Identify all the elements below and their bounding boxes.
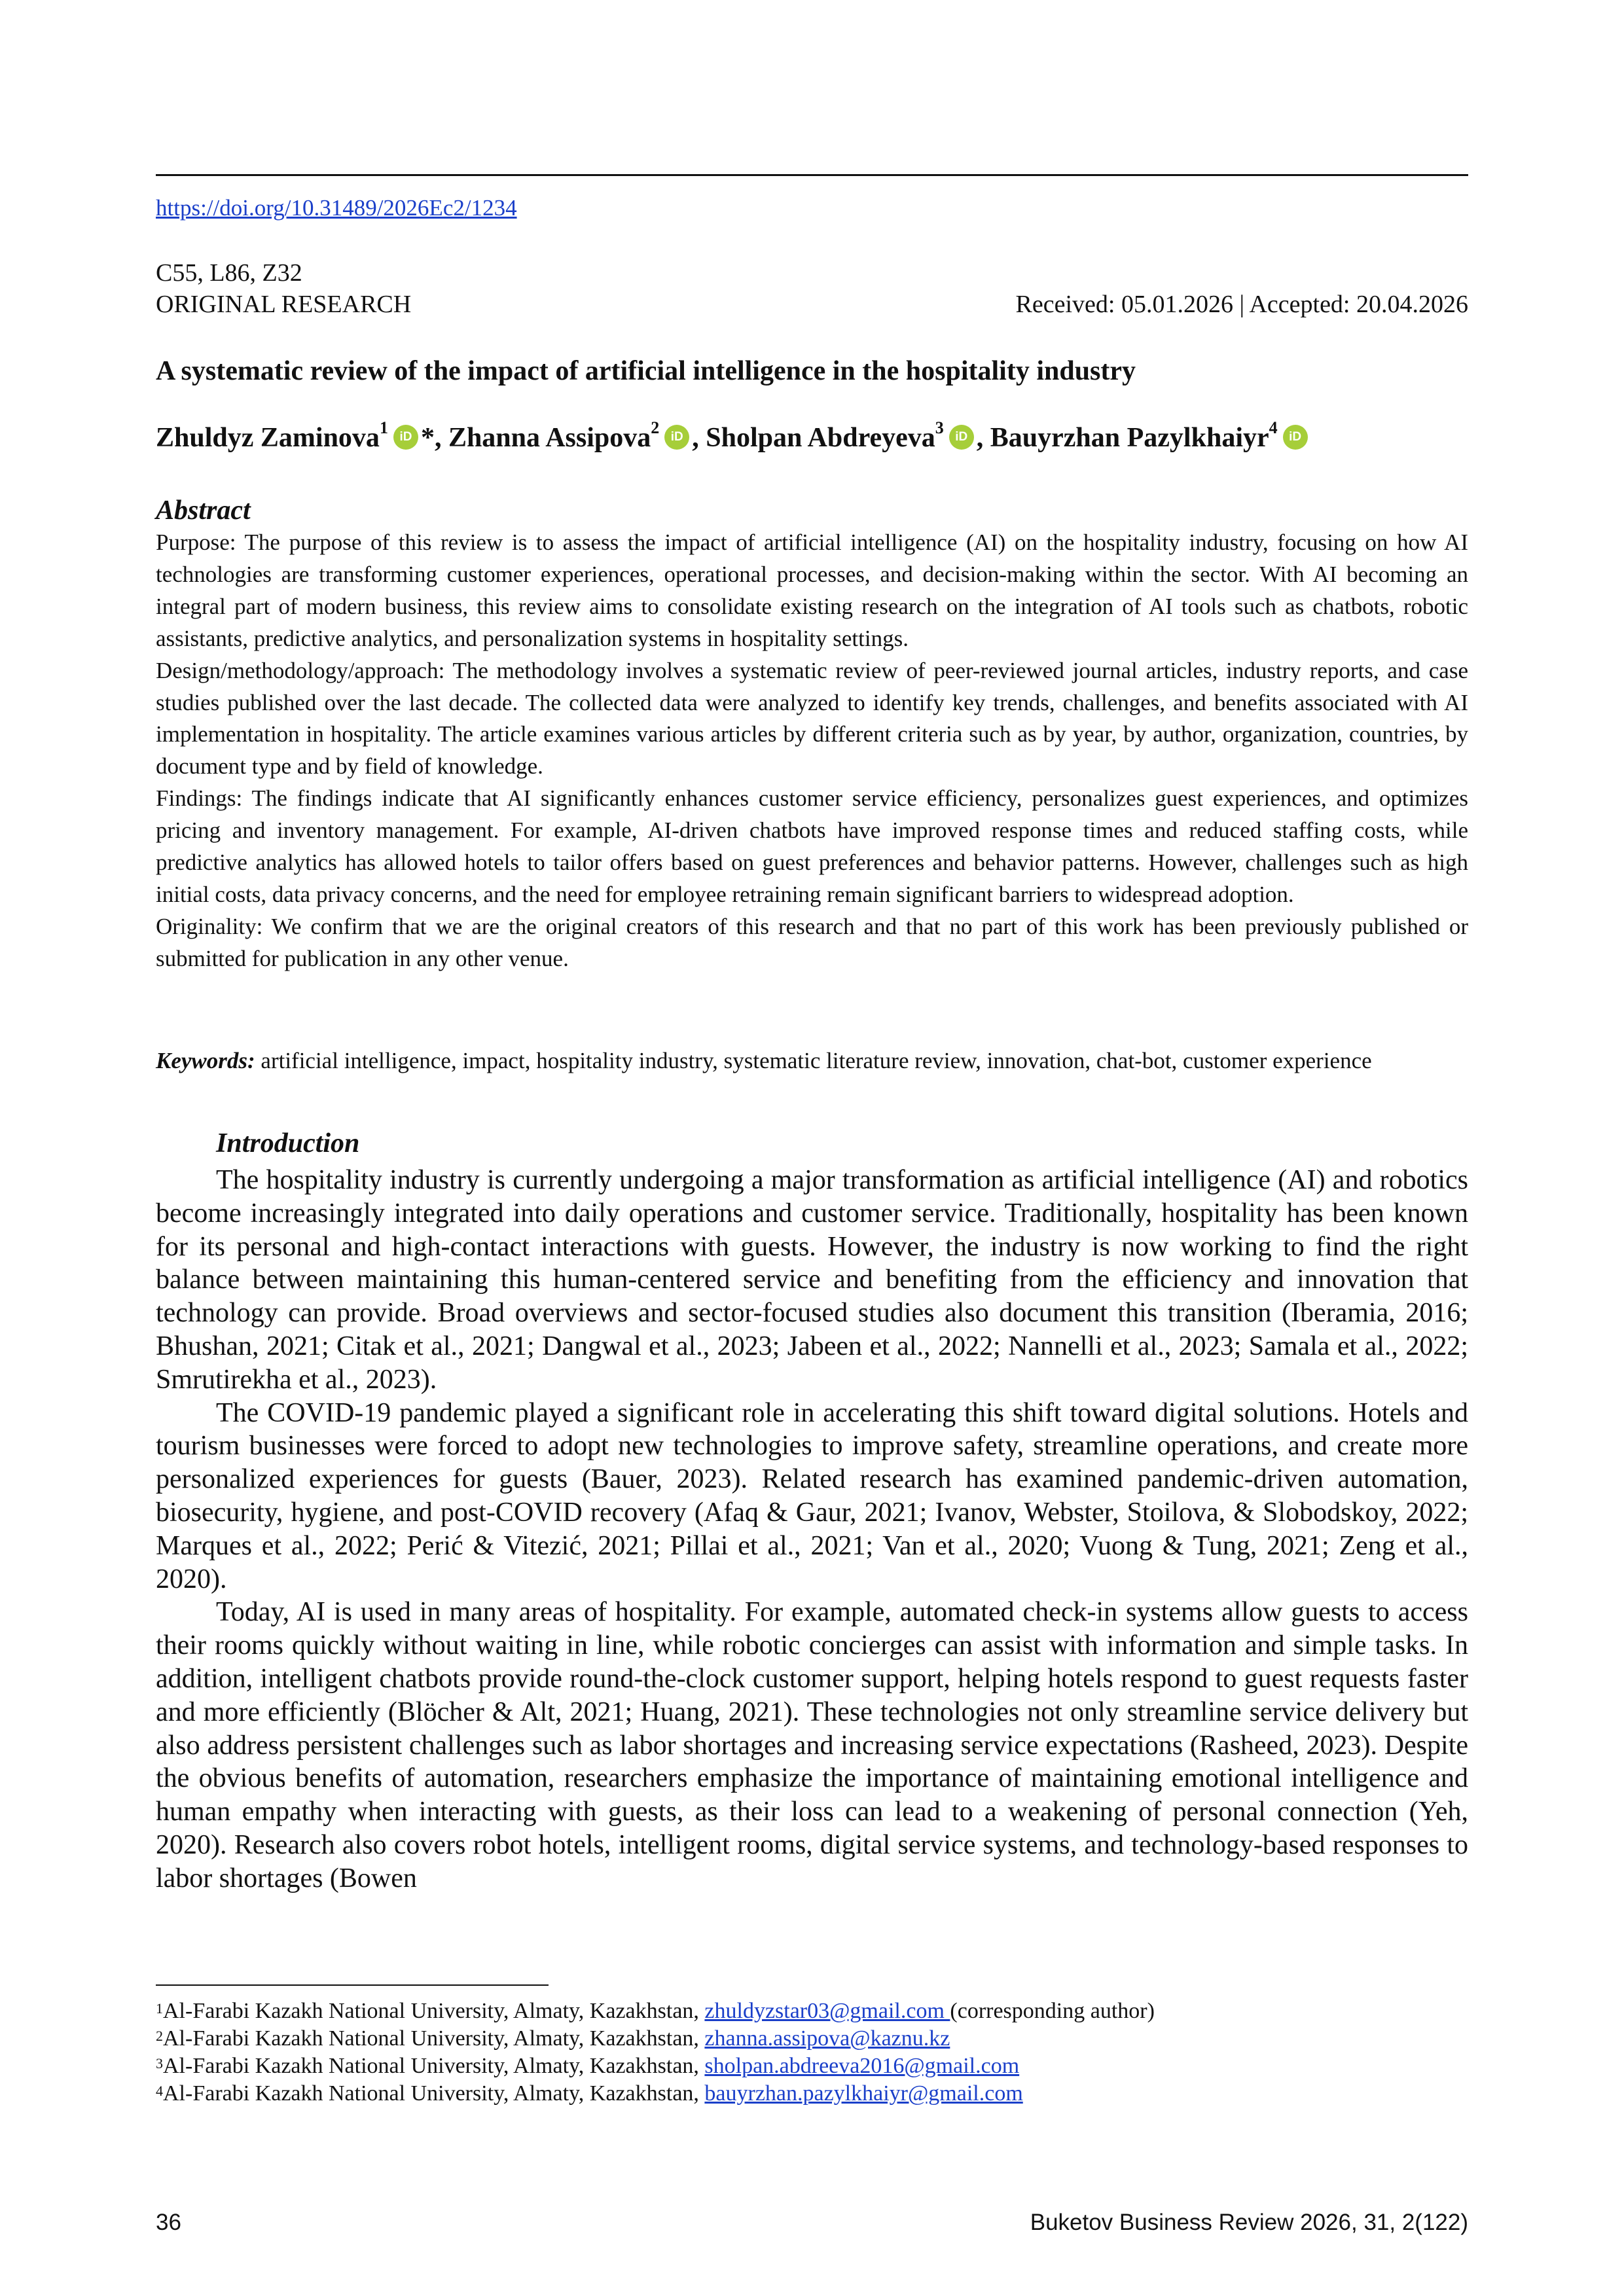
footnote-rule (156, 1984, 549, 1986)
journal-citation: Buketov Business Review 2026, 31, 2(122) (1030, 2210, 1468, 2235)
abstract-heading: Abstract (156, 495, 251, 526)
article-type: ORIGINAL RESEARCH (156, 291, 412, 318)
top-rule (156, 174, 1468, 176)
author-name: Bauyrzhan Pazylkhaiyr (990, 423, 1269, 453)
classification-block (156, 257, 411, 320)
body-paragraph: The hospitality industry is currently undergoing a major transformation as artificial intelligence (AI) and robotics become increasingly integrated into daily operations and customer service. Traditionally, hospitality has been known for its personal and high-contact interactions with guests. However, the industry is now working to find the right balance between maintaining this human-centered service and benefiting from the efficiency and innovation that technology can provide. Broad overviews and sector-focused studies also document this transition (Iberamia, 2016; Bhushan, 2021; Citak et al., 2021; Dangwal et al., 2023; Jabeen et al., 2022; Nannelli et al., 2023; Samala et al., 2022; Smrutirekha et al., 2023). (156, 1165, 1468, 1395)
footnote: $^2$Al-Farabi Kazakh National University, Almaty, Kazakhstan, zhanna.assipova@kaznu.kz (156, 2026, 950, 2051)
abstract-findings: Findings: The findings indicate that AI significantly enhances customer service efficiency, personalizes guest experiences, and optimizes pricing and inventory management. For example, AI-driven chatbots have improved response times and reduced staffing costs, while predictive analytics has allowed hotels to tailor offers based on guest preferences and behavior patterns. However, challenges such as high initial costs, data privacy concerns, and the need for employee retraining remain significant barriers to widespread adoption. (156, 785, 1468, 907)
abstract-design: Design/methodology/approach: The methodology involves a systematic review of peer-reviewed journal articles, industry reports, and case studies published over the last decade. The collected data were analyzed to identify key trends, challenges, and benefits associated with AI implementation in hospitality. The article examines various articles by different criteria such as by year, by author, organization, countries, by document type and by field of knowledge. (156, 657, 1468, 780)
email-link[interactable]: bauyrzhan.pazylkhaiyr@gmail.com (704, 2081, 1023, 2106)
introduction-heading: Introduction (216, 1128, 360, 1158)
body-paragraph: Today, AI is used in many areas of hospitality. For example, automated check-in systems allow guests to access their rooms quickly without waiting in line, while robotic concierges can assist with information and simple tasks. In addition, intelligent chatbots provide round-the-clock customer support, helping hotels respond to guest requests faster and more efficiently (Blöcher & Alt, 2021; Huang, 2021). These technologies not only streamline service delivery but also address persistent challenges such as labor shortages and increasing service expectations (Rasheed, 2023). Despite the obvious benefits of automation, researchers emphasize the importance of maintaining emotional intelligence and human empathy when interacting with guests, as their loss can lead to a weakening of personal connection (Yeh, 2020). Research also covers robot hotels, intelligent rooms, digital service systems, and technology-based responses to labor shortages (Bowen (156, 1597, 1468, 1893)
received-accepted-dates: Received: 05.01.2026 | Accepted: 20.04.2026 (1015, 291, 1468, 318)
jel-codes: C55, L86, Z32 (156, 259, 302, 287)
orcid-icon[interactable]: iD (664, 425, 689, 450)
page-number: 36 (156, 2210, 181, 2235)
email-link[interactable]: zhuldyzstar03@gmail.com (704, 1999, 950, 2023)
author-name: Zhuldyz Zaminova (156, 423, 380, 453)
orcid-icon[interactable]: iD (393, 425, 418, 450)
abstract-body (156, 527, 1468, 975)
article-title: A systematic review of the impact of artificial intelligence in the hospitality industry (156, 356, 1136, 386)
author-separator: *, (420, 423, 448, 453)
email-link[interactable]: sholpan.abdreeva2016@gmail.com (704, 2054, 1020, 2078)
orcid-icon[interactable]: iD (949, 425, 974, 450)
author-affiliation-mark: 2 (651, 418, 660, 437)
affiliation-footnotes (156, 1998, 1155, 2108)
keywords-list: artificial intelligence, impact, hospitality industry, systematic literature review, innovation, chat-bot, customer experience (255, 1048, 1372, 1073)
keywords (156, 1045, 1468, 1077)
footnote: $^4$Al-Farabi Kazakh National University, Almaty, Kazakhstan, bauyrzhan.pazylkhaiyr@gmail.com (156, 2081, 1023, 2106)
body-paragraph: The COVID-19 pandemic played a significant role in accelerating this shift toward digital solutions. Hotels and tourism businesses were forced to adopt new technologies to improve safety, streamline operations, and create more personalized experiences for guests (Bauer, 2023). Related research has examined pandemic-driven automation, biosecurity, hygiene, and post-COVID recovery (Afaq & Gaur, 2021; Ivanov, Webster, Stoilova, & Slobodskoy, 2022; Marques et al., 2022; Perić & Vitezić, 2021; Pillai et al., 2021; Van et al., 2020; Vuong & Tung, 2021; Zeng et al., 2020). (156, 1397, 1468, 1594)
author-affiliation-mark: 1 (379, 418, 388, 437)
footnote: $^3$Al-Farabi Kazakh National University, Almaty, Kazakhstan, sholpan.abdreeva2016@gmail.com (156, 2054, 1020, 2078)
author-list (156, 418, 1310, 454)
abstract-originality: Originality: We confirm that we are the original creators of this research and that no part of this work has been previously published or submitted for publication in any other venue. (156, 913, 1468, 971)
author-affiliation-mark: 3 (935, 418, 944, 437)
introduction-body (156, 1164, 1468, 1895)
author-separator: , (692, 423, 706, 453)
author-name: Sholpan Abdreyeva (706, 423, 935, 453)
author-affiliation-mark: 4 (1269, 418, 1278, 437)
email-link[interactable]: zhanna.assipova@kaznu.kz (704, 2026, 950, 2051)
author-separator: , (976, 423, 990, 453)
keywords-label: Keywords: (156, 1048, 255, 1073)
footnote: $^1$Al-Farabi Kazakh National University, Almaty, Kazakhstan, zhuldyzstar03@gmail.com (corresponding author) (156, 1999, 1155, 2023)
orcid-icon[interactable]: iD (1283, 425, 1308, 450)
doi-link[interactable]: https://doi.org/10.31489/2026Ec2/1234 (156, 195, 517, 221)
author-name: Zhanna Assipova (448, 423, 651, 453)
abstract-purpose: Purpose: The purpose of this review is to assess the impact of artificial intelligence (AI) on the hospitality industry, focusing on how AI technologies are transforming customer experiences, operational processes, and decision-making within the sector. With AI becoming an integral part of modern business, this review aims to consolidate existing research on the integration of AI tools such as chatbots, robotic assistants, predictive analytics, and personalization systems in hospitality settings. (156, 529, 1468, 651)
